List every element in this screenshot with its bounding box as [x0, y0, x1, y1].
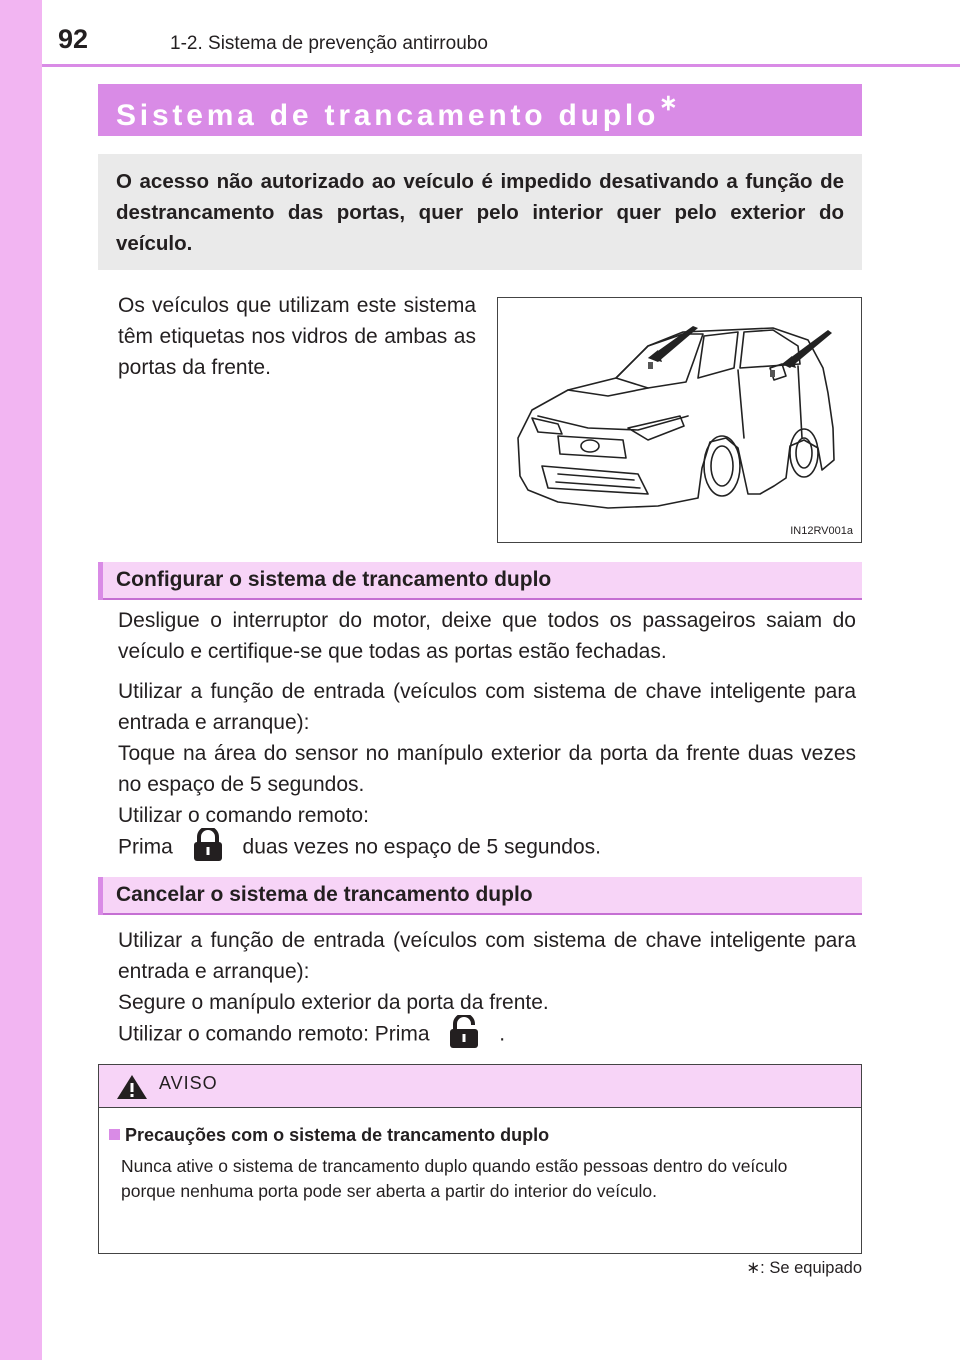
- configure-step-5-prefix: Prima: [118, 835, 173, 859]
- warning-box: [98, 1064, 862, 1254]
- cancel-step-3-suffix: .: [499, 1022, 506, 1046]
- cancel-step-1: Utilizar a função de entrada (veículos com sistema de chave inteligente para entrada e arranque):: [118, 929, 856, 983]
- footnote-text: : Se equipado: [760, 1259, 862, 1277]
- warning-text: Nunca ative o sistema de trancamento duplo quando estão pessoas dentro do veículo porque nenhuma porta pode ser aberta a partir do interior do veículo.: [121, 1156, 788, 1201]
- configure-step-3: Toque na área do sensor no manípulo exterior da porta da frente duas vezes no espaço de 5 segundos.: [118, 742, 856, 796]
- bullet-square-icon: [109, 1129, 120, 1140]
- unlock-icon: [435, 1015, 493, 1049]
- cancel-step-3: [118, 1018, 856, 1052]
- car-drawing: [498, 298, 861, 542]
- cancel-section-header: [98, 877, 862, 915]
- cancel-step-2: Segure o manípulo exterior da porta da frente.: [118, 991, 549, 1014]
- page-title: [116, 90, 678, 133]
- section-header: 1-2. Sistema de prevenção antirroubo: [170, 33, 488, 54]
- lock-icon: [179, 828, 237, 862]
- figure-code: IN12RV001a: [790, 525, 853, 537]
- main-title-bar: [98, 84, 862, 136]
- configure-step-2: Utilizar a função de entrada (veículos com sistema de chave inteligente para entrada e arranque):: [118, 680, 856, 734]
- intro-text: O acesso não autorizado ao veículo é impedido desativando a função de destrancamento das portas, quer pelo interior quer pelo exterior do veículo.: [116, 170, 844, 255]
- warning-label: AVISO: [159, 1073, 218, 1093]
- header-divider: [42, 64, 960, 67]
- warning-triangle-icon: [115, 1073, 149, 1101]
- optional-marker: ∗: [659, 90, 678, 115]
- cancel-step-3-prefix: Utilizar o comando remoto: Prima: [118, 1022, 430, 1046]
- page-number: 92: [58, 24, 89, 54]
- configure-step-5-suffix: duas vezes no espaço de 5 segundos.: [242, 835, 601, 859]
- configure-step-4: Utilizar o comando remoto:: [118, 804, 369, 827]
- page-side-band: [0, 0, 42, 1360]
- car-illustration: [497, 297, 862, 543]
- label-info-paragraph: Os veículos que utilizam este sistema têm etiquetas nos vidros de ambas as portas da frente.: [118, 294, 476, 379]
- footnote-marker: ∗: [746, 1259, 761, 1277]
- warning-subtitle-text: Precauções com o sistema de trancamento duplo: [125, 1125, 550, 1145]
- configure-step-1: Desligue o interruptor do motor, deixe que todos os passageiros saiam do veículo e certifique-se que todas as portas estão fechadas.: [118, 609, 856, 663]
- intro-box: [98, 154, 862, 270]
- warning-header: [99, 1065, 861, 1108]
- warning-subtitle: [109, 1125, 549, 1146]
- configure-section-title: Configurar o sistema de trancamento duplo: [116, 568, 552, 591]
- page-title-text: Sistema de trancamento duplo: [116, 99, 660, 132]
- configure-step-5: [118, 831, 856, 865]
- configure-section-header: [98, 562, 862, 600]
- footnote: [746, 1258, 862, 1278]
- cancel-section-title: Cancelar o sistema de trancamento duplo: [116, 883, 533, 906]
